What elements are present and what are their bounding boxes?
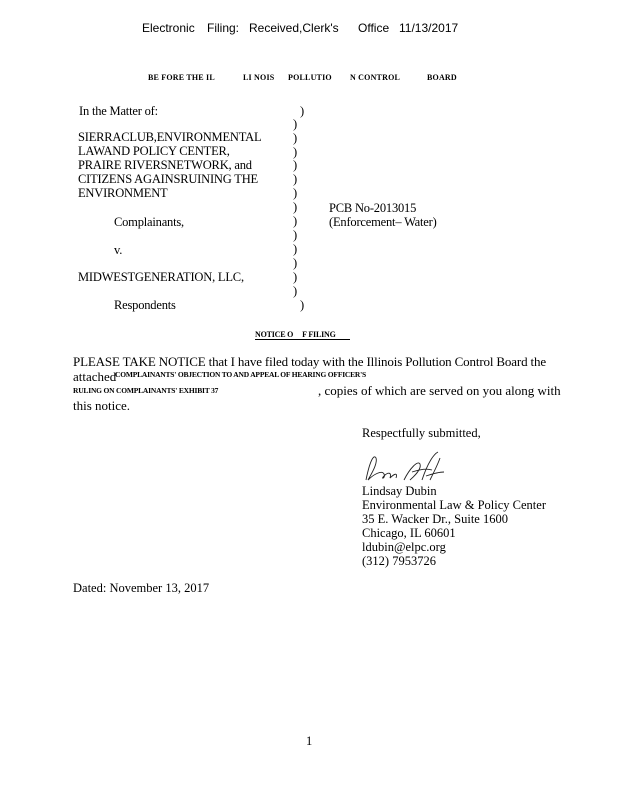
signer-phone: (312) 7953726 <box>362 554 436 568</box>
paren: ) <box>293 172 298 186</box>
signer-name: Lindsay Dubin <box>362 484 437 498</box>
board-title-part1: BE FORE THE IL <box>148 73 215 82</box>
handwritten-signature <box>360 450 450 486</box>
notice-title: NOTICE O F FILING <box>255 330 350 340</box>
respondent-name: MIDWESTGENERATION, LLC, <box>78 270 244 284</box>
respondents-label: Respondents <box>114 298 176 312</box>
page-number: 1 <box>306 734 313 748</box>
signature-closing: Respectfully submitted, <box>362 426 481 440</box>
paren: ) <box>293 242 298 256</box>
paren: ) <box>293 145 298 159</box>
in-the-matter-of: In the Matter of: <box>79 104 158 118</box>
signer-address-1: 35 E. Wacker Dr., Suite 1600 <box>362 512 508 526</box>
paren: ) <box>300 104 305 118</box>
paren: ) <box>293 158 298 172</box>
paren: ) <box>293 200 298 214</box>
paren: ) <box>293 256 298 270</box>
party-line-2: LAWAND POLICY CENTER, <box>78 144 230 158</box>
notice-line-2-tail: , copies of which are served on you along with <box>318 383 561 398</box>
paren: ) <box>293 186 298 200</box>
filing-header-label-electronic: Electronic <box>142 21 195 35</box>
filing-header-label-office: Office <box>358 21 390 35</box>
paren: ) <box>300 298 305 312</box>
paren: ) <box>293 284 298 298</box>
paren: ) <box>293 131 298 145</box>
board-title-part4: N CONTROL <box>350 73 401 82</box>
paren: ) <box>293 117 298 131</box>
board-title-part5: BOARD <box>427 73 457 82</box>
complainants-label: Complainants, <box>114 215 184 229</box>
dated-line: Dated: November 13, 2017 <box>73 581 210 595</box>
paren: ) <box>293 214 298 228</box>
party-line-1: SIERRACLUB,ENVIRONMENTAL <box>78 130 262 144</box>
paren: ) <box>293 228 298 242</box>
versus-label: v. <box>114 243 123 257</box>
notice-line-3: this notice. <box>73 398 131 413</box>
notice-attached: attached <box>73 369 117 384</box>
board-title-part3: POLLUTIO <box>288 73 332 82</box>
case-type: (Enforcement– Water) <box>329 215 437 229</box>
signer-email: ldubin@elpc.org <box>362 540 446 554</box>
notice-doc-title-1: COMPLAINANTS' OBJECTION TO AND APPEAL OF HEARING OFFICER'S <box>115 370 367 379</box>
party-line-3: PRAIRE RIVERSNETWORK, and <box>78 158 252 172</box>
filing-header-date: 11/13/2017 <box>399 21 459 35</box>
signer-address-2: Chicago, IL 60601 <box>362 526 456 540</box>
notice-doc-title-2: RULING ON COMPLAINANTS' EXHIBIT 37 <box>73 386 219 395</box>
party-line-4: CITIZENS AGAINSRUINING THE <box>78 172 258 186</box>
party-line-5: ENVIRONMENT <box>78 186 168 200</box>
case-number: PCB No-2013015 <box>329 201 417 215</box>
notice-line-1: PLEASE TAKE NOTICE that I have filed today with the Illinois Pollution Control Board the <box>73 354 546 369</box>
board-title-part2: LI NOIS <box>243 73 275 82</box>
filing-header-label-filing: Filing: <box>207 21 240 35</box>
paren: ) <box>293 270 298 284</box>
signer-org: Environmental Law & Policy Center <box>362 498 546 512</box>
filing-header-label-received: Received,Clerk's <box>249 21 339 35</box>
